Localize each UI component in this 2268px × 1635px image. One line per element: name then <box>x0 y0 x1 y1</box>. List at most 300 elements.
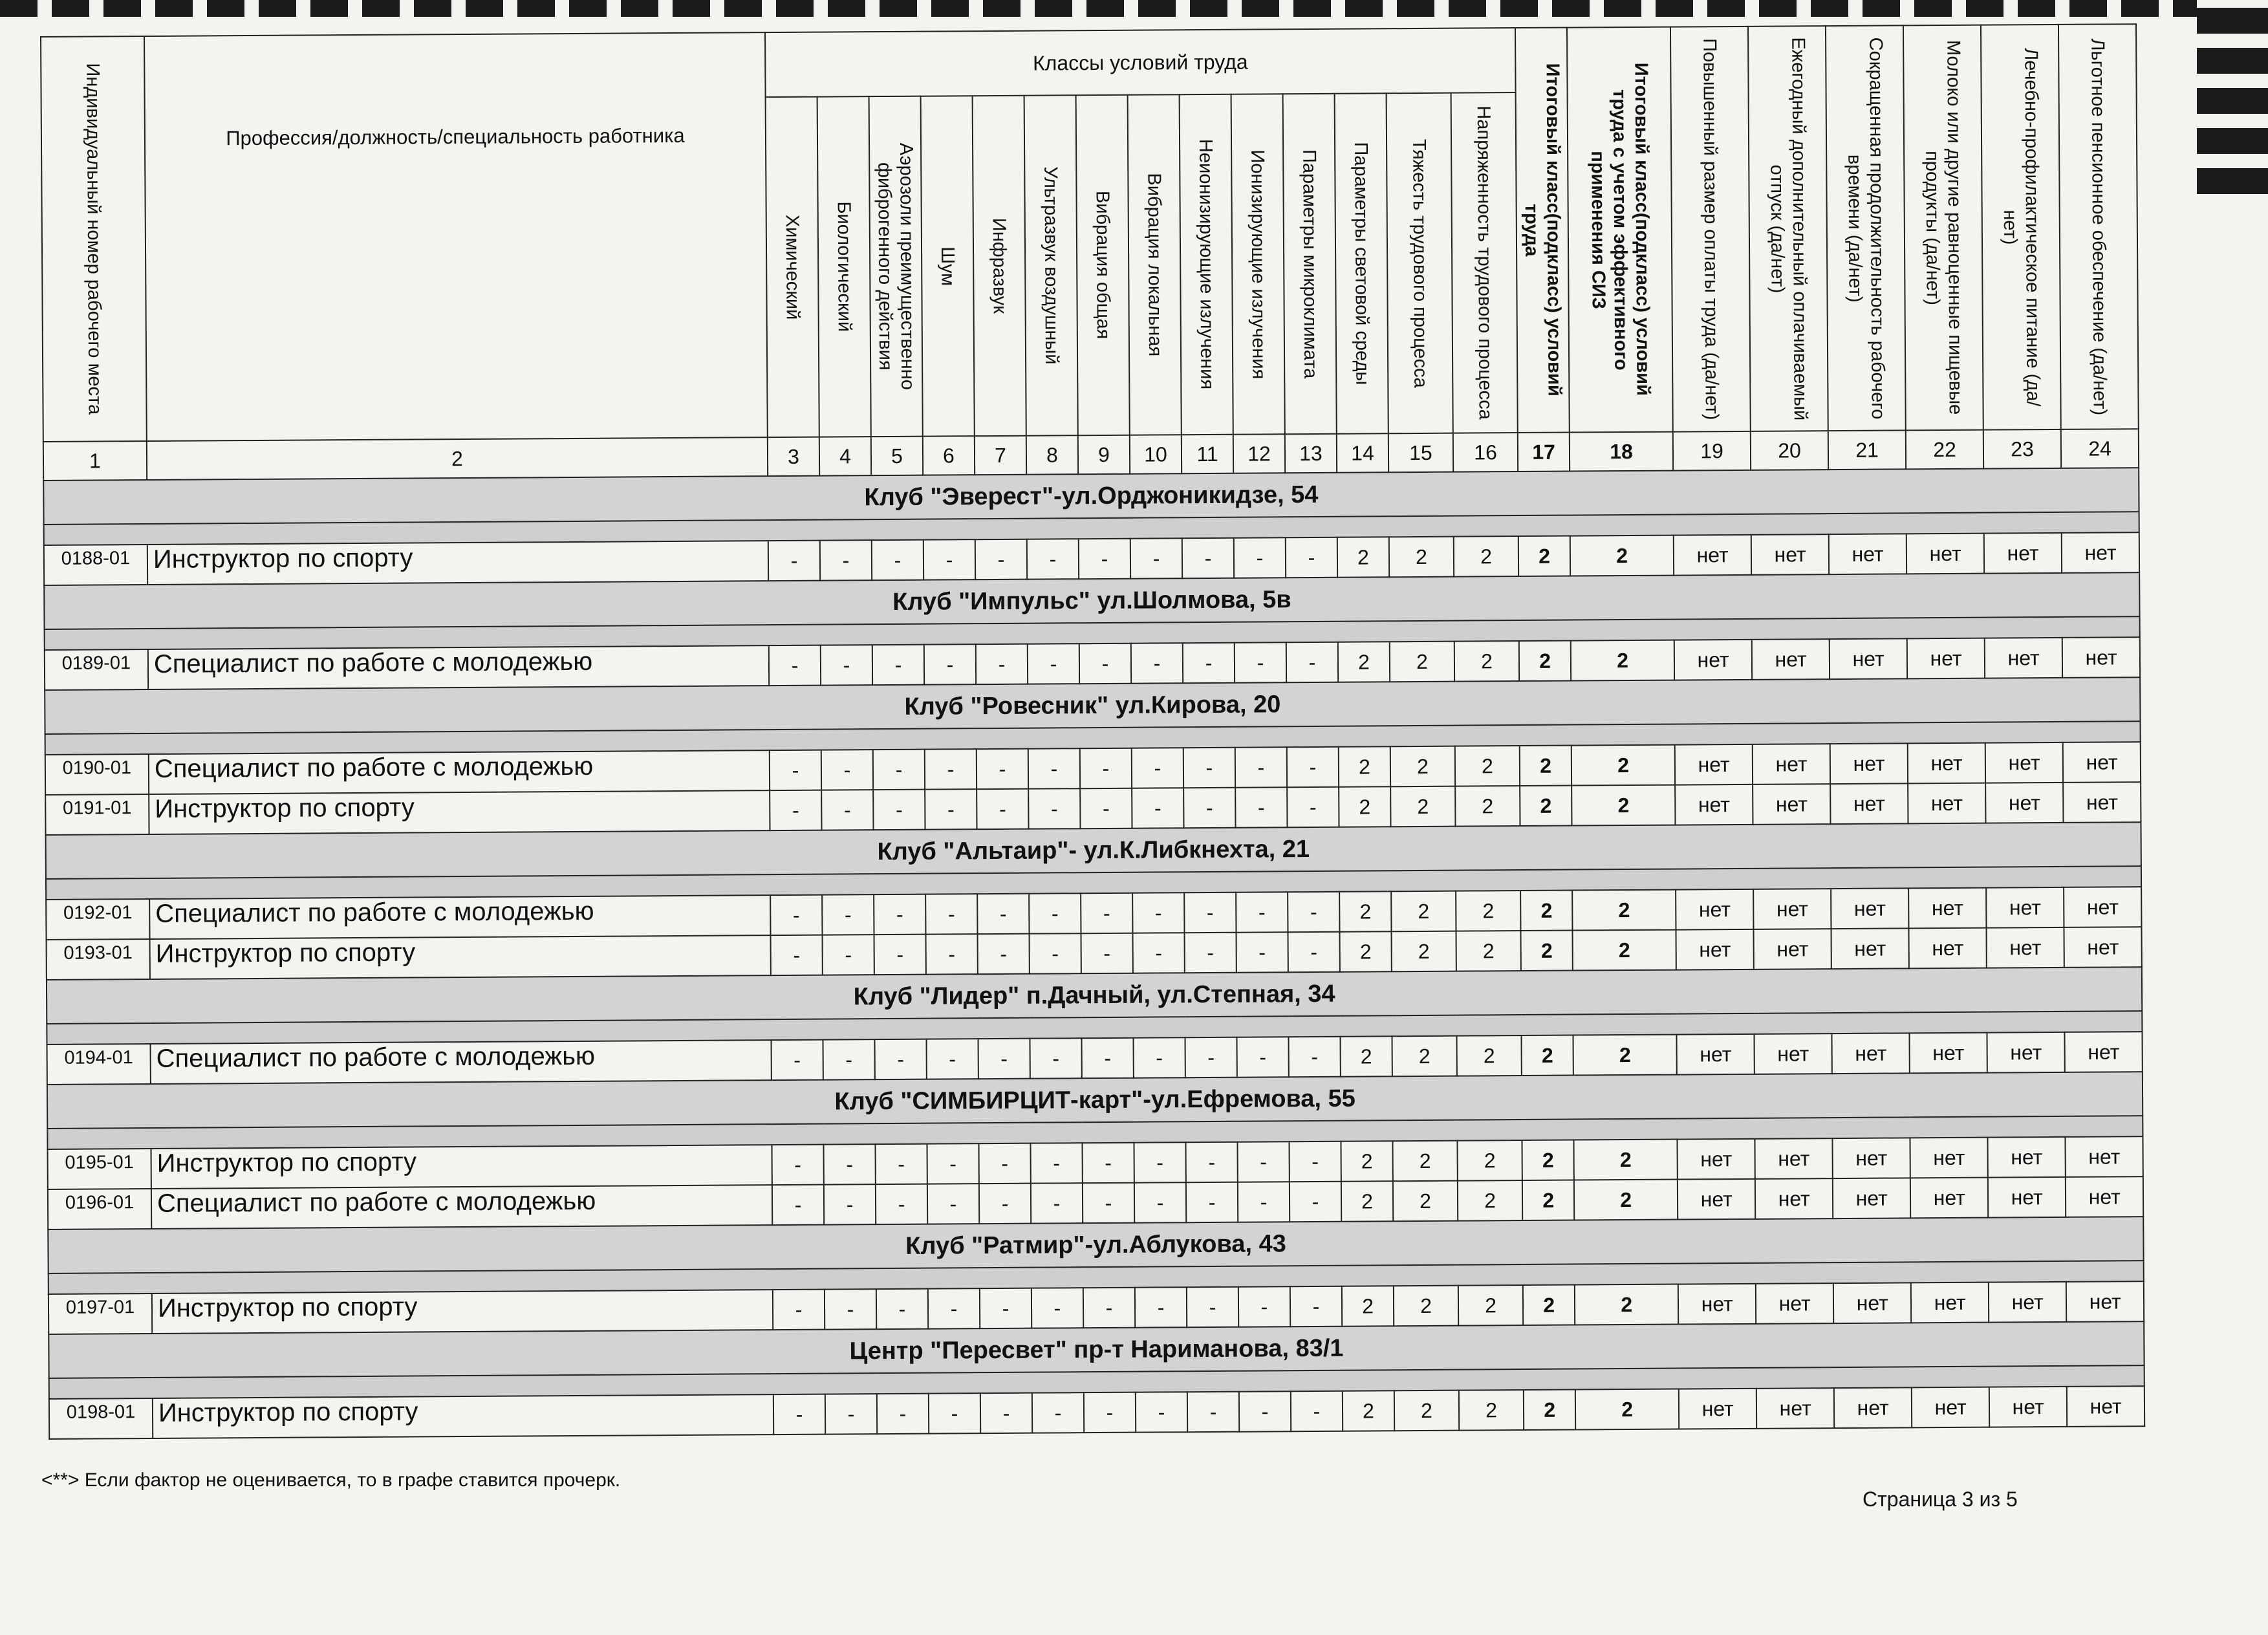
factor-class-cell: - <box>925 789 977 829</box>
section-title: Клуб "Импульс" ул.Шолмова, 5в <box>44 572 2139 629</box>
factor-class-cell: - <box>1081 1038 1133 1078</box>
factor-class-cell: - <box>1185 1037 1237 1077</box>
factor-class-cell: - <box>1132 748 1183 788</box>
factor-class-cell: - <box>1028 644 1079 684</box>
factor-class-cell: - <box>1080 788 1132 828</box>
column-number: 3 <box>768 437 819 476</box>
factor-class-cell: - <box>876 1289 928 1329</box>
factor-class-cell: - <box>1235 642 1286 682</box>
guarantee-cell: нет <box>1988 1137 2066 1178</box>
header-factor-text: Шум <box>937 246 958 286</box>
header-guarantee-6 <box>2058 24 2139 429</box>
factor-class-cell: - <box>1133 1037 1185 1077</box>
factor-class-cell: - <box>873 790 925 830</box>
factor-class-cell: - <box>976 644 1028 684</box>
column-number: 24 <box>2061 429 2139 468</box>
factor-class-cell: - <box>1239 1391 1291 1431</box>
profession-cell: Специалист по работе с молодежью <box>148 645 769 689</box>
guarantee-cell: нет <box>1675 744 1753 785</box>
workplace-number-cell: 0196-01 <box>48 1189 151 1229</box>
workplace-number-cell: 0188-01 <box>44 545 147 585</box>
guarantee-cell: нет <box>1752 639 1830 680</box>
total-class-cell: 2 <box>1520 891 1572 931</box>
factor-class-cell: 2 <box>1338 642 1390 682</box>
profession-cell: Инструктор по спорту <box>153 1394 773 1438</box>
guarantee-cell: нет <box>1833 1283 1911 1323</box>
guarantee-cell: нет <box>1985 783 2063 823</box>
factor-class-cell: - <box>1290 1286 1342 1326</box>
guarantee-cell: нет <box>1756 1283 1833 1324</box>
factor-class-cell: - <box>1029 893 1081 933</box>
guarantee-cell: нет <box>2064 927 2142 968</box>
factor-class-cell: - <box>1131 643 1183 683</box>
guarantee-cell: нет <box>2067 1386 2144 1427</box>
factor-class-cell: - <box>824 1184 876 1224</box>
workplace-number-cell: 0198-01 <box>49 1398 153 1439</box>
factor-class-cell: - <box>1081 893 1132 933</box>
header-total-class <box>1515 28 1570 433</box>
header-guarantee-text: Льготное пенсионное обеспечение (да/нет) <box>2087 38 2110 415</box>
factor-class-cell: - <box>1184 893 1236 933</box>
header-factor-5 <box>973 96 1026 436</box>
factor-class-cell: - <box>1234 537 1286 578</box>
column-number: 19 <box>1673 431 1751 471</box>
header-total-class-text: Итоговый класс(подкласс) условий труда <box>1520 63 1565 397</box>
factor-class-cell: - <box>1080 748 1132 788</box>
factor-class-cell: - <box>1083 1183 1134 1223</box>
factor-class-cell: 2 <box>1390 746 1455 787</box>
column-number: 15 <box>1388 433 1453 473</box>
guarantee-cell: нет <box>2066 1136 2143 1177</box>
header-row-1 <box>41 24 2137 102</box>
workplace-number-cell: 0195-01 <box>48 1149 151 1189</box>
total-class-siz-cell: 2 <box>1574 1180 1678 1220</box>
profession-cell: Специалист по работе с молодежью <box>151 1185 772 1229</box>
guarantee-cell: нет <box>1908 743 1985 784</box>
factor-class-cell: - <box>1135 1287 1187 1327</box>
factor-class-cell: - <box>769 645 821 686</box>
guarantee-cell: нет <box>1911 1283 1989 1323</box>
total-class-cell: 2 <box>1519 641 1571 681</box>
factor-class-cell: - <box>1288 1037 1340 1077</box>
guarantee-cell: нет <box>1986 887 2064 928</box>
factor-class-cell: - <box>823 1039 875 1079</box>
total-class-cell: 2 <box>1518 536 1570 576</box>
header-guarantee-2 <box>1748 26 1828 431</box>
factor-class-cell: - <box>772 1145 823 1185</box>
factor-class-cell: - <box>1182 538 1234 578</box>
factor-class-cell: - <box>978 1039 1030 1079</box>
factor-class-cell: - <box>821 790 873 830</box>
header-guarantee-text: Молоко или другие равноценные пищевые продукты (да/нет) <box>1921 40 1966 415</box>
factor-class-cell: - <box>1030 933 1081 973</box>
column-number: 2 <box>147 437 768 480</box>
section-title: Клуб "Ратмир"-ул.Аблукова, 43 <box>48 1217 2143 1273</box>
factor-class-cell: - <box>1032 1392 1084 1433</box>
factor-class-cell: 2 <box>1456 931 1521 971</box>
workplace-number-cell: 0194-01 <box>47 1044 151 1085</box>
factor-class-cell: - <box>874 935 926 975</box>
factor-class-cell: - <box>770 790 821 830</box>
guarantee-cell: нет <box>1831 928 1909 969</box>
total-class-cell: 2 <box>1524 1390 1575 1430</box>
header-factor-14 <box>1451 92 1518 433</box>
factor-class-cell: 2 <box>1339 746 1390 786</box>
total-class-cell: 2 <box>1522 1180 1574 1220</box>
factor-class-cell: 2 <box>1389 537 1454 578</box>
header-guarantee-text: Ежегодный дополнительный оплачиваемый отпуск (да/нет) <box>1766 36 1811 420</box>
guarantee-cell: нет <box>2064 887 2141 927</box>
header-guarantee-3 <box>1826 25 1906 431</box>
factor-class-cell: - <box>1291 1391 1343 1431</box>
factor-class-cell: 2 <box>1342 1286 1394 1326</box>
factor-class-cell: - <box>1030 1038 1081 1078</box>
workplace-number-cell: 0193-01 <box>47 939 150 980</box>
section-title: Клуб "Лидер" п.Дачный, ул.Степная, 34 <box>47 967 2142 1024</box>
factor-class-cell: - <box>1027 539 1079 579</box>
guarantee-cell: нет <box>1910 1138 1988 1178</box>
guarantee-cell: нет <box>2063 782 2141 823</box>
guarantee-cell: нет <box>1987 927 2064 968</box>
header-col1-text: Индивидуальный номер рабочего места <box>82 63 105 415</box>
factor-class-cell: - <box>1132 893 1184 933</box>
factor-class-cell: - <box>1186 1182 1238 1222</box>
factor-class-cell: - <box>772 1040 823 1080</box>
factor-class-cell: - <box>924 644 976 684</box>
guarantee-cell: нет <box>1832 1033 1910 1074</box>
total-class-siz-cell: 2 <box>1570 536 1674 576</box>
factor-class-cell: - <box>773 1394 825 1435</box>
factor-class-cell: - <box>1031 1183 1083 1223</box>
guarantee-cell: нет <box>1987 1032 2065 1073</box>
factor-class-cell: - <box>1183 748 1235 788</box>
factor-class-cell: - <box>1079 644 1131 684</box>
guarantee-cell: нет <box>1678 1179 1755 1220</box>
column-number: 18 <box>1570 432 1673 471</box>
total-class-siz-cell: 2 <box>1571 745 1675 786</box>
factor-class-cell: - <box>1031 1288 1083 1328</box>
factor-class-cell: - <box>872 540 923 580</box>
guarantee-cell: нет <box>1751 534 1829 575</box>
guarantee-cell: нет <box>1756 1388 1834 1429</box>
total-class-siz-cell: 2 <box>1574 1140 1678 1180</box>
factor-class-cell: - <box>1130 538 1182 578</box>
guarantee-cell: нет <box>1755 1178 1833 1219</box>
section-title: Клуб "Альтаир"- ул.К.Либкнехта, 21 <box>46 822 2141 879</box>
total-class-siz-cell: 2 <box>1572 890 1676 931</box>
working-conditions-table <box>40 23 2145 1440</box>
factor-class-cell: - <box>1081 933 1133 973</box>
guarantee-cell: нет <box>1755 1034 1832 1074</box>
workplace-number-cell: 0189-01 <box>45 649 148 690</box>
header-total-class-siz-text: Итоговый класс(подкласс) условий труда с учетом эффективного применения СИЗ <box>1587 63 1654 396</box>
total-class-cell: 2 <box>1520 786 1571 826</box>
guarantee-cell: нет <box>1985 742 2063 783</box>
guarantee-cell: нет <box>2066 1281 2144 1322</box>
factor-class-cell: - <box>770 750 821 790</box>
column-number: 17 <box>1518 433 1570 471</box>
header-guarantee-text: Лечебно-профилактическое питание (да/нет) <box>1999 47 2044 407</box>
header-factor-text: Вибрация общая <box>1092 191 1114 340</box>
guarantee-cell: нет <box>1989 1387 2067 1427</box>
factor-class-cell: - <box>1082 1143 1134 1183</box>
factor-class-cell: 2 <box>1339 786 1390 827</box>
workplace-number-cell: 0190-01 <box>45 754 149 795</box>
factor-class-cell: 2 <box>1390 642 1454 682</box>
factor-class-cell: 2 <box>1393 1181 1458 1222</box>
factor-class-cell: 2 <box>1339 891 1391 931</box>
factor-class-cell: 2 <box>1458 1285 1524 1326</box>
factor-class-cell: 2 <box>1457 1140 1522 1181</box>
column-number: 8 <box>1026 435 1078 474</box>
guarantee-cell: нет <box>2066 1176 2143 1217</box>
guarantee-cell: нет <box>1834 1387 1912 1428</box>
column-number: 14 <box>1337 433 1388 472</box>
section-title: Клуб "СИМБИРЦИТ-карт"-ул.Ефремова, 55 <box>47 1072 2143 1129</box>
factor-class-cell: - <box>823 935 874 975</box>
total-class-siz-cell: 2 <box>1571 640 1674 681</box>
column-number: 20 <box>1751 431 1828 470</box>
factor-class-cell: - <box>873 750 925 790</box>
factor-class-cell: - <box>825 1289 876 1329</box>
factor-class-cell: 2 <box>1456 1035 1522 1076</box>
factor-class-cell: - <box>874 1039 926 1079</box>
factor-class-cell: - <box>978 1143 1030 1184</box>
header-factor-10 <box>1231 94 1285 434</box>
factor-class-cell: - <box>821 750 873 790</box>
factor-class-cell: - <box>1286 642 1338 682</box>
profession-cell: Специалист по работе с молодежью <box>151 1040 772 1084</box>
factor-class-cell: - <box>1132 788 1183 828</box>
factor-class-cell: - <box>773 1290 825 1330</box>
page-number: Страница 3 из 5 <box>1863 1488 2018 1511</box>
factor-class-cell: - <box>772 1185 824 1225</box>
factor-class-cell: - <box>975 539 1027 579</box>
column-number: 7 <box>975 436 1026 475</box>
guarantee-cell: нет <box>1674 535 1751 576</box>
factor-class-cell: - <box>977 749 1028 789</box>
factor-class-cell: - <box>1237 1142 1289 1182</box>
column-number: 22 <box>1906 430 1983 470</box>
column-number: 13 <box>1285 434 1337 473</box>
header-factor-text: Тяжесть трудового процесса <box>1409 138 1431 388</box>
factor-class-cell: - <box>1287 787 1339 827</box>
binding-holes-right <box>2197 0 2268 194</box>
section-title: Клуб "Эверест"-ул.Орджоникидзе, 54 <box>43 468 2139 525</box>
guarantee-cell: нет <box>1908 783 1985 824</box>
factor-class-cell: - <box>1134 1142 1185 1182</box>
guarantee-cell: нет <box>1989 1282 2066 1323</box>
header-factor-text: Ультразвук воздушный <box>1040 166 1063 365</box>
factor-class-cell: - <box>771 935 823 975</box>
header-guarantee-4 <box>1903 25 1983 431</box>
guarantee-cell: нет <box>1829 534 1906 574</box>
factor-class-cell: - <box>1183 643 1235 683</box>
factor-class-cell: - <box>768 541 820 581</box>
header-guarantee-text: Сокращенная продолжительность рабочего времени (да/нет) <box>1844 37 1888 420</box>
header-factor-1 <box>766 97 819 437</box>
factor-class-cell: - <box>1289 1142 1341 1182</box>
header-guarantee-1 <box>1670 27 1751 432</box>
factor-class-cell: - <box>979 1184 1031 1224</box>
header-total-class-siz <box>1567 27 1673 433</box>
header-factor-2 <box>817 96 871 437</box>
factor-class-cell: - <box>1134 1182 1186 1222</box>
guarantee-cell: нет <box>1754 929 1831 969</box>
factor-class-cell: - <box>1187 1392 1239 1432</box>
guarantee-cell: нет <box>1753 889 1831 929</box>
factor-class-cell: - <box>1133 933 1185 973</box>
guarantee-cell: нет <box>1753 784 1830 825</box>
factor-class-cell: 2 <box>1392 1141 1457 1182</box>
table-body <box>43 468 2144 1439</box>
guarantee-cell: нет <box>1674 640 1752 680</box>
section-title: Центр "Пересвет" пр-т Нариманова, 83/1 <box>49 1321 2144 1378</box>
factor-class-cell: - <box>927 1184 979 1224</box>
factor-class-cell: 2 <box>1341 1181 1393 1221</box>
factor-class-cell: - <box>980 1393 1032 1433</box>
factor-class-cell: 2 <box>1455 786 1520 827</box>
header-factor-6 <box>1024 95 1078 435</box>
header-factor-text: Химический <box>781 214 803 320</box>
factor-class-cell: - <box>1187 1287 1238 1327</box>
guarantee-cell: нет <box>1675 785 1753 825</box>
factor-class-cell: - <box>927 1143 978 1184</box>
factor-class-cell: - <box>1079 539 1130 579</box>
profession-cell: Инструктор по спорту <box>149 790 770 834</box>
factor-class-cell: - <box>1286 537 1337 578</box>
profession-cell: Инструктор по спорту <box>152 1290 773 1334</box>
factor-class-cell: - <box>872 645 924 685</box>
total-class-cell: 2 <box>1521 931 1573 971</box>
profession-cell: Инструктор по спорту <box>150 935 771 979</box>
guarantee-cell: нет <box>1910 1033 1987 1074</box>
guarantee-cell: нет <box>1906 534 1984 574</box>
factor-class-cell: - <box>820 540 872 580</box>
header-factor-11 <box>1283 94 1337 434</box>
factor-class-cell: - <box>770 895 822 935</box>
guarantee-cell: нет <box>1830 783 1908 824</box>
total-class-siz-cell: 2 <box>1573 1035 1677 1076</box>
factor-class-cell: - <box>1236 932 1288 972</box>
factor-class-cell: 2 <box>1456 891 1521 931</box>
header-factor-text: Биологический <box>833 201 855 332</box>
guarantee-cell: нет <box>1912 1387 1989 1428</box>
header-workplace-number <box>41 36 147 442</box>
workplace-number-cell: 0192-01 <box>46 899 149 940</box>
factor-class-cell: - <box>1288 892 1339 932</box>
header-factor-text: Ионизирующие излучения <box>1247 149 1269 379</box>
binding-holes <box>0 0 2268 17</box>
factor-class-cell: - <box>977 789 1028 829</box>
factor-class-cell: - <box>823 1144 875 1184</box>
factor-class-cell: - <box>874 894 925 935</box>
factor-class-cell: - <box>925 894 977 934</box>
section-title: Клуб "Ровесник" ул.Кирова, 20 <box>45 677 2140 734</box>
guarantee-cell: нет <box>2062 637 2140 678</box>
header-factor-3 <box>869 96 923 437</box>
guarantee-cell: нет <box>1677 1034 1755 1075</box>
column-number: 9 <box>1078 435 1130 474</box>
column-number: 4 <box>819 437 871 475</box>
factor-class-cell: - <box>1290 1182 1341 1222</box>
profession-cell: Специалист по работе с молодежью <box>149 750 770 794</box>
factor-class-cell: - <box>1236 892 1288 932</box>
header-factor-text: Инфразвук <box>988 217 1010 314</box>
factor-class-cell: - <box>875 1144 927 1184</box>
header-factor-text: Вибрация локальная <box>1143 173 1166 357</box>
header-factor-text: Параметры световой среды <box>1350 142 1373 385</box>
guarantee-cell: нет <box>2062 532 2139 573</box>
total-class-cell: 2 <box>1520 746 1571 786</box>
factor-class-cell: 2 <box>1394 1391 1459 1431</box>
factor-class-cell: - <box>1084 1392 1136 1433</box>
column-number: 12 <box>1233 434 1285 473</box>
header-factor-12 <box>1335 93 1388 433</box>
guarantee-cell: нет <box>1909 928 1987 969</box>
column-number: 5 <box>871 437 923 475</box>
factor-class-cell: 2 <box>1339 931 1391 971</box>
total-class-siz-cell: 2 <box>1573 930 1676 971</box>
factor-class-cell: - <box>925 749 977 789</box>
column-number: 23 <box>1983 429 2061 469</box>
factor-class-cell: - <box>877 1394 929 1434</box>
guarantee-cell: нет <box>1678 1284 1756 1325</box>
factor-class-cell: - <box>825 1394 877 1434</box>
factor-class-cell: - <box>1235 747 1287 787</box>
total-class-siz-cell: 2 <box>1575 1284 1678 1325</box>
factor-class-cell: - <box>821 645 872 685</box>
guarantee-cell: нет <box>1985 638 2062 678</box>
factor-class-cell: - <box>977 894 1029 934</box>
guarantee-cell: нет <box>1755 1138 1833 1179</box>
profession-cell: Специалист по работе с молодежью <box>149 895 770 939</box>
factor-class-cell: - <box>1183 788 1235 828</box>
header-guarantee-text: Повышенный размер оплаты труда (да/нет) <box>1699 38 1722 420</box>
factor-class-cell: - <box>876 1184 927 1224</box>
factor-class-cell: - <box>1238 1286 1290 1326</box>
factor-class-cell: 2 <box>1337 537 1389 577</box>
guarantee-cell: нет <box>2063 742 2141 783</box>
profession-cell: Инструктор по спорту <box>151 1145 772 1189</box>
factor-class-cell: 2 <box>1394 1286 1458 1326</box>
header-factor-7 <box>1076 95 1130 435</box>
factor-class-cell: 2 <box>1340 1036 1392 1076</box>
total-class-cell: 2 <box>1522 1035 1573 1076</box>
profession-cell: Инструктор по спорту <box>147 541 768 585</box>
column-number: 21 <box>1828 430 1906 470</box>
factor-class-cell: - <box>1136 1392 1187 1432</box>
header-factor-13 <box>1387 93 1453 434</box>
guarantee-cell: нет <box>1753 744 1830 785</box>
factor-class-cell: 2 <box>1391 931 1456 972</box>
header-factor-text: Напряженность трудового процесса <box>1473 105 1496 420</box>
factor-class-cell: - <box>1185 933 1237 973</box>
guarantee-cell: нет <box>1676 889 1753 930</box>
guarantee-cell: нет <box>1984 533 2062 574</box>
total-class-cell: 2 <box>1523 1285 1575 1325</box>
header-guarantee-5 <box>1981 25 2061 430</box>
factor-class-cell: - <box>1237 1037 1288 1077</box>
footnote: <**> Если фактор не оценивается, то в графе ставится прочерк. <box>41 1469 621 1491</box>
factor-class-cell: 2 <box>1459 1390 1524 1431</box>
factor-class-cell: - <box>1185 1142 1237 1182</box>
factor-class-cell: 2 <box>1392 1036 1456 1077</box>
header-factor-4 <box>921 96 975 436</box>
factor-class-cell: 2 <box>1391 891 1456 932</box>
column-number: 11 <box>1182 435 1233 473</box>
factor-class-cell: - <box>980 1288 1031 1328</box>
